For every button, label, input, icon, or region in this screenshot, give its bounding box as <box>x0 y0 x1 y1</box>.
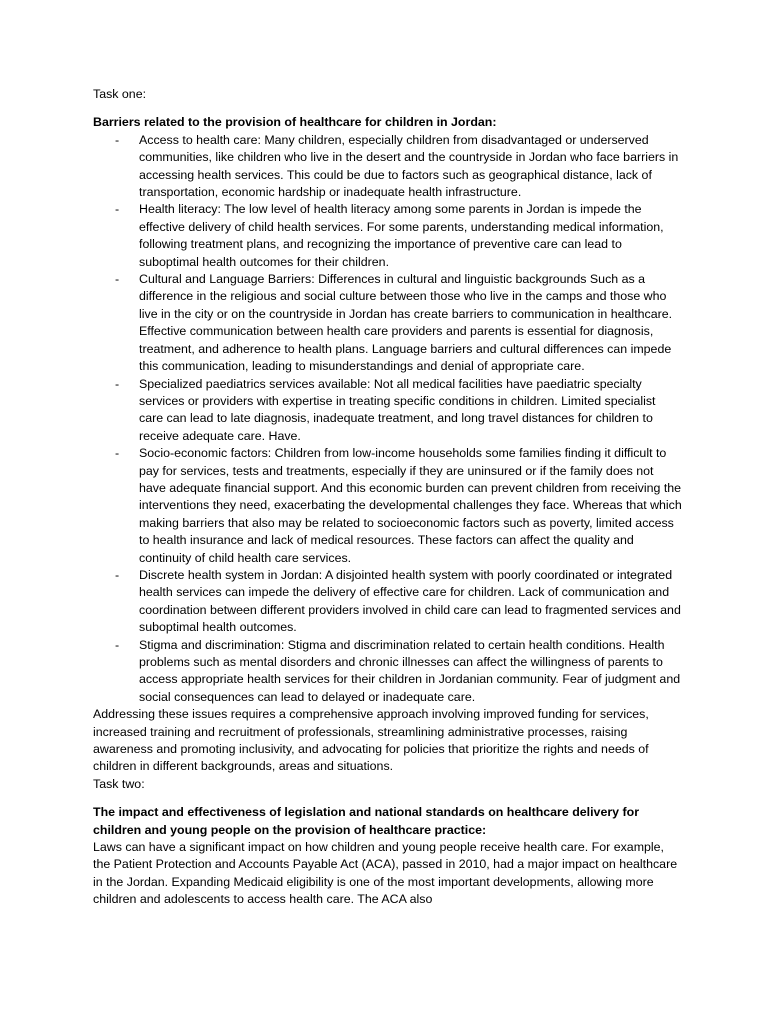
bullet-dash: - <box>115 567 120 582</box>
barriers-list <box>93 132 683 706</box>
task-two-label: Task two: <box>93 776 145 791</box>
bullet-dash: - <box>115 446 120 461</box>
bullet-dash: - <box>115 637 120 652</box>
list-item-text: Specialized paediatrics services available: Not all medical facilities have paediatric specialty services or providers with expertise in treating specific conditions in children. Limited specialist care can lead to late diagnosis, inadequate treatment, and long travel distances for children to receive adequate care. Have. <box>139 376 656 443</box>
list-item <box>93 637 683 707</box>
list-item-text: Cultural and Language Barriers: Differences in cultural and linguistic backgrounds Such as a difference in the religious and social culture between those who live in the camps and those who live in the city or on the countryside in Jordan has create barriers to communication in healthcare. Effective communication between health care providers and parents is essential for diagnosis, treatment, and adherence to health plans. Language barriers and cultural differences can impede this communication, leading to misunderstandings and denial of appropriate care. <box>139 272 673 374</box>
list-item-text: Discrete health system in Jordan: A disjointed health system with poorly coordinated or integrated health services can impede the delivery of effective care for children. Lack of communication and coordination between different providers involved in child care can lead to fragmented services and suboptimal health outcomes. <box>139 567 681 635</box>
task-two-body: Laws can have a significant impact on how children and young people receive health care. For example, the Patient Protection and Accounts Payable Act (ACA), passed in 2010, had a major impact on healthcare in the Jordan. Expanding Medicaid eligibility is one of the most important developments, allowing more children and adolescents to access health care. The ACA also <box>93 840 678 907</box>
task-one-label: Task one: <box>93 87 147 101</box>
task-one-heading: Barriers related to the provision of healthcare for children in Jordan: <box>93 115 497 130</box>
bullet-dash: - <box>115 132 120 147</box>
task-one-conclusion: Addressing these issues requires a comprehensive approach involving improved funding for services, increased training and recruitment of professionals, streamlining administrative processes, raising awareness and promoting inclusivity, and advocating for policies that prioritize the rights and needs of children in different backgrounds, areas and situations. <box>93 707 649 774</box>
list-item-text: Access to health care: Many children, especially children from disadvantaged or underserved communities, like children who live in the desert and the countryside in Jordan who face barriers in accessing health services. This could be due to factors such as geographical distance, lack of transportation, economic hardship or inadequate health infrastructure. <box>139 132 679 200</box>
list-item-text: Health literacy: The low level of health literacy among some parents in Jordan is impede the effective delivery of child health services. For some parents, understanding medical information, following treatment plans, and recognizing the importance of preventive care can lead to suboptimal health outcomes for their children. <box>139 202 664 269</box>
list-item <box>93 376 683 446</box>
list-item-text: Socio-economic factors: Children from low-income households some families finding it difficult to pay for services, tests and treatments, especially if they are uninsured or if the family does not have adequate financial support. And this economic burden can prevent children from receiving the interventions they need, exacerbating the developmental challenges they face. Whereas that which making barriers that also may be related to socioeconomic factors such as poverty, limited access to health insurance and lack of medical resources. These factors can affect the quality and continuity of child health care services. <box>139 446 682 565</box>
list-item-text: Stigma and discrimination: Stigma and discrimination related to certain health conditions. Health problems such as mental disorders and chronic illnesses can affect the willingness of parents to access appropriate health services for their children in Jordanian community. Fear of judgment and social consequences can lead to delayed or inadequate care. <box>139 637 681 704</box>
document-page <box>93 86 683 909</box>
bullet-dash: - <box>115 202 120 217</box>
list-item <box>93 132 683 202</box>
list-item <box>93 201 683 271</box>
bullet-dash: - <box>115 272 120 287</box>
task-two-heading: The impact and effectiveness of legislation and national standards on healthcare delivery for children and young people on the provision of healthcare practice: <box>93 805 640 837</box>
list-item <box>93 567 683 637</box>
bullet-dash: - <box>115 376 120 391</box>
list-item <box>93 445 683 567</box>
list-item <box>93 271 683 375</box>
